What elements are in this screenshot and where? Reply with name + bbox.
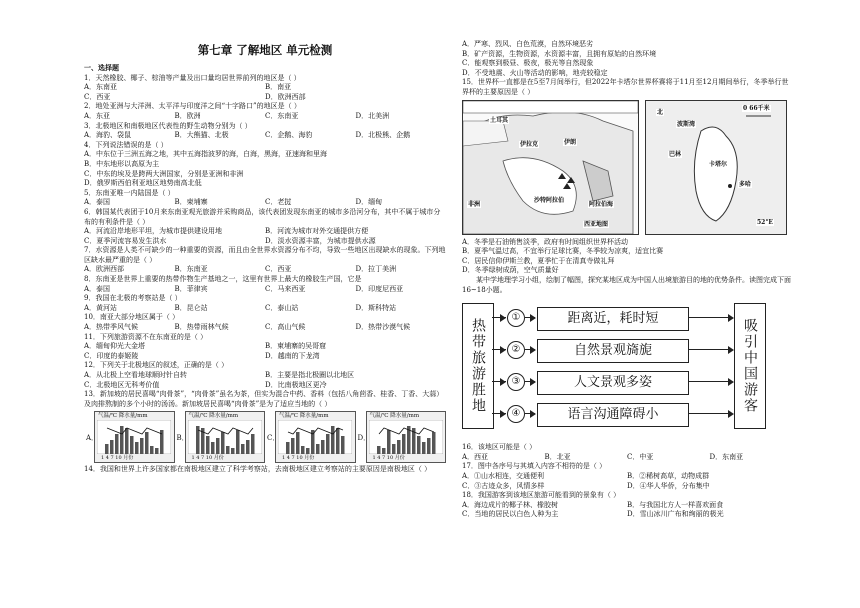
option: C．居民信仰伊斯兰教，夏季忙于在清真寺做礼拜: [462, 256, 615, 265]
option: A．泰国: [84, 284, 111, 293]
question-9: 9．我国在北极的考察站是（ ）: [84, 294, 182, 303]
flow-left-box: 热带旅游胜地: [462, 303, 494, 429]
option: C．泰山站: [265, 303, 299, 312]
question-6-options: [84, 227, 446, 246]
map-label-iraq: 伊拉克: [520, 140, 539, 148]
question-16: 16．该地区可能是（ ）: [462, 443, 537, 452]
option: C．西亚: [84, 92, 111, 101]
option: D．东南亚: [709, 452, 744, 461]
option: A．热带季风气候: [84, 323, 139, 332]
left-questions: [84, 74, 446, 410]
right-column: [462, 40, 792, 520]
option: A．东南亚: [84, 83, 118, 92]
option: A．海豹、袋鼠: [84, 131, 132, 140]
page-title: 第七章 了解地区 单元检测: [197, 43, 333, 57]
option: B．河流为城市对外交通提供方便: [265, 227, 369, 236]
option: D．缅甸: [355, 198, 383, 207]
option: C．马来西亚: [265, 284, 306, 293]
option: B．夏季气温过高，不宜举行足球比赛，冬季较为凉爽，适宜比赛: [462, 247, 664, 256]
climate-chart-label: C．: [267, 434, 280, 443]
option: C．印度的泰姬陵: [84, 351, 139, 360]
flow-number: ②: [507, 341, 525, 359]
option: D．北美洲: [355, 111, 390, 120]
option: A．冬季是石油销售淡季，政府有时间组织世界杯活动: [462, 237, 629, 246]
flow-arrow: [728, 314, 734, 322]
question-11-options: [84, 342, 446, 361]
option: C．高山气候: [265, 323, 306, 332]
question-4: 4．下列说法错误的是（ ）: [84, 140, 168, 149]
option: C．当地的居民以白色人种为主: [462, 510, 559, 519]
flow-connector: [688, 381, 728, 382]
flow-arrow: [530, 314, 536, 322]
question-15: 15．世界杯一直都是在5至7月间举行，但2022年卡塔尔世界杯赛将于11月至12月期间举行，冬季举行世界杯的主要原因是（ ）: [462, 78, 789, 96]
map-label-saudi: 沙特阿拉伯: [534, 196, 565, 204]
option: D．淡水资源丰富，为城市提供水源: [265, 236, 376, 245]
map-label-north: 北: [657, 108, 664, 116]
climate-chart: [176, 411, 266, 463]
option: C．中东的埃及是跨两大洲国家，分别是亚洲和非洲: [84, 169, 244, 178]
option: C．西亚: [265, 265, 292, 274]
flow-arrow: [500, 314, 506, 322]
flow-right-box: 吸引中国游客: [734, 303, 766, 429]
climate-chart-label: A．: [86, 434, 99, 443]
climate-chart-footer: 1 4 7 10 月份: [282, 455, 315, 462]
tourism-flow-diagram: [462, 299, 792, 439]
option: D．斯科特站: [355, 303, 397, 312]
question-1: 1．天然橡胶、椰子、棕油等产量及出口量均居世界前列的地区是（ ）: [84, 73, 301, 82]
climate-chart-header: 气温/℃ 降水量/mm: [279, 413, 329, 420]
option: B．柬埔寨的吴哥窟: [265, 342, 327, 351]
qatar-map: [645, 100, 787, 235]
option: C．能观察到极昼、极夜，极光等自然现象: [462, 59, 594, 68]
map-label-persian: 波斯湾: [677, 120, 696, 128]
climate-chart-label: D．: [357, 434, 371, 443]
flow-arrow: [500, 378, 506, 386]
map-label-scale: 0 66千米: [743, 104, 770, 112]
question-17: 17．图中各序号与其填入内容不相符的是（ ）: [462, 462, 607, 471]
option: D．比南极地区更冷: [265, 380, 327, 389]
option: C．夏季河流容易发生洪水: [84, 236, 167, 245]
maps-figure: [462, 100, 792, 235]
q18-options: [462, 501, 792, 520]
flow-item-box: 距离近，耗时短: [537, 307, 689, 331]
question-5: 5．东南亚唯一内陆国是（ ）: [84, 188, 175, 197]
question-9-options: [84, 304, 446, 314]
question-10: 10．南亚大部分地区属于（ ）: [84, 313, 180, 322]
question-5-options: [84, 198, 446, 208]
option: A．东亚: [84, 111, 111, 120]
question-8-options: [84, 285, 446, 295]
question-18: 18．我国游客到该地区旅游可能看到的景象有（ ）: [462, 491, 621, 500]
map-label-turkey: 土耳其: [490, 116, 509, 124]
option: B．柬埔寨: [174, 198, 208, 207]
left-column: [84, 44, 446, 475]
map-label-doha: 多哈: [739, 180, 752, 188]
question-12-options: [84, 371, 446, 390]
option: B．中东地形以高原为主: [84, 159, 160, 168]
option: A．①山水相连，交通便利: [462, 471, 545, 480]
map-label-africa: 非洲: [468, 200, 481, 208]
climate-chart-header: 气温/℃ 降水量/mm: [188, 413, 239, 420]
flow-connector: [688, 349, 728, 350]
flow-connector: [688, 413, 728, 414]
option: B．矿产资源，生物资源，水资源丰富，且拥有原始的自然环境: [462, 49, 657, 58]
option: A．海边成片的椰子林、橡胶树: [462, 500, 559, 509]
climate-chart-graphic: [188, 420, 262, 454]
question-3: 3．北极地区和南极地区代表性的野生动物分别为（ ）: [84, 121, 252, 130]
question-10-options: [84, 323, 446, 333]
climate-chart-header: 气温/℃ 降水量/mm: [98, 413, 148, 420]
option: D．欧洲西部: [265, 92, 306, 101]
climate-chart: [267, 411, 356, 463]
option: A．泰国: [84, 198, 111, 207]
climate-charts: [84, 411, 446, 463]
flow-item-box: 人文景观多姿: [537, 371, 689, 395]
option: A．河流沿岸地形平坦，为城市提供建设用地: [84, 227, 223, 236]
option: D．俄罗斯西伯利亚地区地势南高北低: [84, 179, 202, 188]
climate-chart-footer: 1 4 7 10 月份: [101, 455, 134, 462]
option: B．昆仑站: [174, 303, 208, 312]
option: C．企鹅、海豹: [265, 131, 313, 140]
option: B．南亚: [265, 83, 292, 92]
question-7: 7．水资源是人类不可缺少的一种重要的资源，而且由全世界水资源分布不均，导致一些地区出现缺水的现象。下列地区缺水最严重的是（ ）: [84, 246, 446, 264]
option: D．北极熊、企鹅: [355, 131, 411, 140]
question-11: 11．下列旅游资源不在东南亚的是（ ）: [84, 332, 208, 341]
question-2-options: [84, 112, 446, 122]
flow-number: ③: [507, 373, 525, 391]
flow-arrow: [500, 346, 506, 354]
option: B．大熊猫、北极: [174, 131, 229, 140]
option: B．菲律宾: [174, 284, 208, 293]
map-label-latitude: 52°E: [757, 218, 773, 226]
flow-number: ①: [507, 309, 525, 327]
flow-number: ④: [507, 405, 525, 423]
option: B．②稀树高草，动物成群: [627, 471, 710, 480]
map-label-bahrain: 巴林: [669, 150, 682, 158]
option: B．与我国北方人一样喜欢面食: [627, 500, 724, 509]
option: C．北极地区无科考价值: [84, 380, 160, 389]
flow-connector: [688, 317, 728, 318]
option: A．黄河站: [84, 303, 118, 312]
option: B．热带雨林气候: [174, 323, 229, 332]
option: A．缅甸仰光大金塔: [84, 342, 146, 351]
option: D．越南的下龙湾: [265, 351, 320, 360]
option: B．欧洲: [174, 111, 201, 120]
climate-chart: [86, 411, 175, 463]
option: C．③古迹众多，风情多样: [462, 481, 545, 490]
option: A．欧洲西部: [84, 265, 125, 274]
q17-options: [462, 472, 792, 491]
option: D．热带沙漠气候: [355, 323, 411, 332]
climate-chart-graphic: [97, 420, 171, 454]
question-12: 12．下列关于北极地区的叙述，正确的是（ ）: [84, 361, 229, 370]
question-14: 14．我国和世界上许多国家都在南极地区建立了科学考察站，去南极地区建立考察站的主要原因是南极地区（ ）: [84, 465, 432, 474]
option: D．印度尼西亚: [355, 284, 404, 293]
flow-item-box: 语言沟通障碍小: [537, 403, 689, 427]
option: A．严寒、烈风、白色荒漠，自然环境恶劣: [462, 40, 594, 48]
climate-chart: [357, 411, 447, 463]
option: D．④华人华侨，分布集中: [627, 481, 710, 490]
flow-arrow: [728, 378, 734, 386]
question-3-options: [84, 131, 446, 141]
option: B．北亚: [544, 452, 571, 461]
option: D．冬季绿树成荫，空气质量好: [462, 266, 559, 275]
climate-chart-footer: 1 4 7 10 月份: [191, 455, 224, 462]
option: A．从北极上空看地球顺时针自转: [84, 371, 188, 379]
option: A．中东位于三洲五海之地，其中五海指波罗的海，白海，黑海，亚速海和里海: [84, 150, 328, 159]
q15-options: [462, 238, 792, 276]
map-label-iran: 伊朗: [564, 138, 577, 146]
q14-options: [462, 40, 792, 78]
question-1-options: [84, 83, 446, 102]
flow-arrow: [728, 346, 734, 354]
option: D．拉丁美洲: [355, 265, 397, 274]
flow-intro: 某中学地理学习小组，绘制了幅图，探究某地区成为中国人出境旅游目的地的优势条件。读图完成下面16~18小题。: [462, 275, 791, 294]
climate-chart-footer: 1 4 7 10 月份: [372, 455, 405, 462]
map-label-westasia: 西亚地图: [584, 220, 609, 228]
option: C．东南亚: [265, 111, 299, 120]
flow-arrow: [530, 346, 536, 354]
option: B．东南亚: [174, 265, 208, 274]
west-asia-map: [462, 100, 639, 235]
question-6: 6．韩国某代表团于10月来东南亚观光旅游并采购商品，该代表团发现东南亚的城市多沿河分布，其中不属于城市分布的有利条件是（ ）: [84, 207, 441, 226]
map-label-qatar: 卡塔尔: [709, 160, 728, 168]
climate-chart-label: B．: [176, 434, 189, 443]
flow-arrow: [728, 410, 734, 418]
option: B．主要是指北极圈以北地区: [265, 371, 355, 379]
question-13: 13．新加坡的居民喜喝“肉骨茶”，“肉骨茶”虽名为茶，但实为混合中药、香料（包括八角茴香、桂香、丁香、大蒜）及肉排熬制的多个小时的汤汤。新加坡居民喜喝“肉骨茶”是为了适应当地的（ ）: [84, 390, 444, 408]
question-8: 8．东南亚是世界上重要的热带作物生产基地之一，这里有世界上最大的橡胶生产国，它是: [84, 275, 362, 284]
map-label-arabia: 阿拉伯海: [589, 200, 614, 208]
q16-options: [462, 453, 792, 463]
question-7-options: [84, 265, 446, 275]
flow-arrow: [530, 378, 536, 386]
climate-chart-graphic: [369, 420, 443, 454]
option: A．西亚: [462, 452, 489, 461]
climate-chart-header: 气温/℃ 降水量/mm: [369, 413, 420, 420]
section-heading: 一、选择题: [84, 63, 119, 72]
option: C．老挝: [265, 198, 292, 207]
option: D．雪山冰川广布和绚丽的极光: [627, 510, 724, 519]
option: C．中亚: [627, 452, 654, 461]
question-4-options: [84, 150, 446, 188]
flow-arrow: [500, 410, 506, 418]
option: D．不受地震、火山等活动的影响，地壳较稳定: [462, 68, 608, 77]
question-2: 2．地处亚洲与大洋洲、太平洋与印度洋之间“十字路口”的地区是（ ）: [84, 102, 301, 111]
flow-item-box: 自然景观旖旎: [537, 339, 689, 363]
flow-arrow: [530, 410, 536, 418]
climate-chart-graphic: [278, 420, 352, 454]
